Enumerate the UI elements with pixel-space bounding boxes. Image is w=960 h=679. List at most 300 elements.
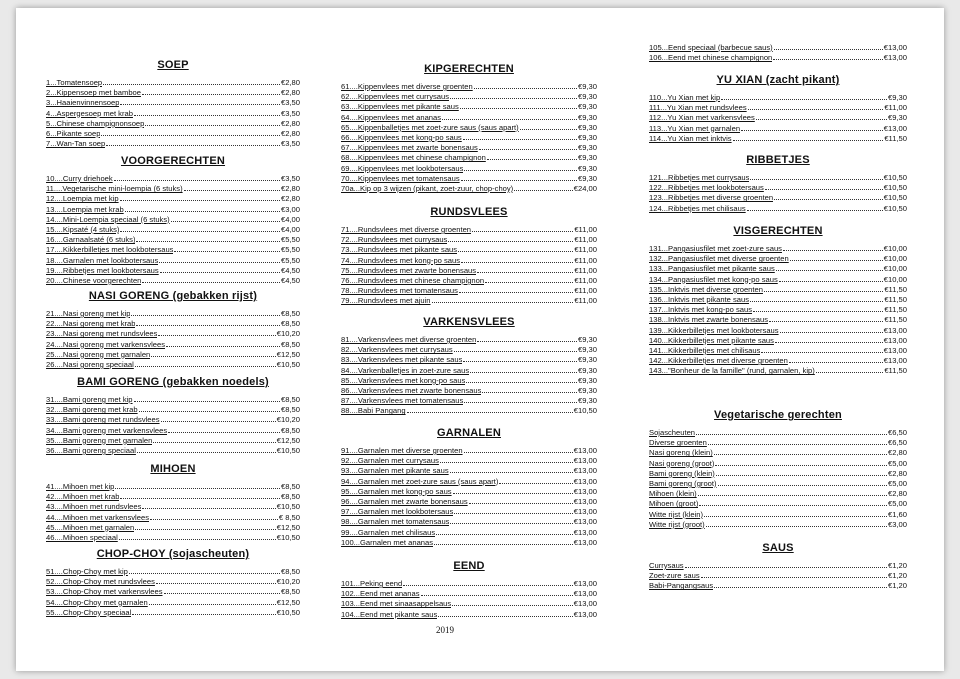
dot-leader [779,275,883,282]
menu-item-price: €13,00 [573,537,597,547]
menu-item-price: €10,00 [883,244,907,253]
menu-item-price: €1,60 [887,509,907,519]
dot-leader [129,567,280,574]
dot-leader [137,446,276,453]
menu-item [46,577,300,587]
menu-item-name: 24....Nasi goreng met varkensvlees [46,339,166,349]
menu-item-name: 78....Rundsvlees met tomatensaus [341,286,458,296]
menu-item-name: 114...Yu Xian met inktvis [649,133,732,143]
menu-item-name: 61....Kippenvlees met diverse groenten [341,82,473,91]
dot-leader [750,295,883,302]
menu-item-name: 44....Mihoen met varkensvlees [46,512,149,522]
menu-item-name: 51....Chop-Choy met kip [46,567,128,576]
menu-item [46,225,300,235]
menu-item-name: Nasi goreng (groot) [649,458,715,468]
menu-item-price: €10,50 [276,359,300,369]
menu-item-name: 20....Chinese voorgerechten [46,275,142,285]
menu-item-price: €2,80 [280,118,300,128]
menu-item-price: €4,00 [280,224,300,234]
menu-item-name: 97....Garnalen met lookbotersaus [341,507,454,517]
menu-item-price: €3,50 [280,108,300,118]
dot-leader [764,285,883,292]
menu-item-price: €5,00 [887,478,907,488]
dot-leader [153,436,275,443]
menu-item-name: 72....Rundsvlees met currysaus [341,235,448,245]
dot-leader [780,326,883,333]
menu-item [341,153,597,163]
menu-item-name: 124...Ribbetjes met chilisaus [649,203,746,213]
menu-item-price: €9,30 [577,102,597,112]
menu-item-price: €11,00 [884,103,907,113]
dot-leader [452,599,573,606]
menu-item-price: €11,50 [884,133,907,143]
dot-leader [741,124,883,131]
dot-leader [168,426,280,433]
menu-item-name: 105...Eend speciaal (barbecue saus) [649,43,773,52]
menu-item-name: 10....Curry driehoek [46,174,113,183]
menu-item-name: 1...Tomatensoep [46,78,103,87]
menu-item [46,523,300,533]
dot-leader [135,523,276,530]
menu-item-name: Bami goreng (klein) [649,468,715,478]
menu-item-name: Mihoen (groot) [649,499,699,509]
dot-leader [774,193,883,200]
dot-leader [464,446,573,453]
dot-leader [696,428,887,435]
dot-leader [158,329,275,336]
menu-item [341,487,597,497]
dot-leader [442,113,577,120]
menu-item [46,205,300,215]
dot-leader [769,315,883,322]
menu-section-voorgerechten [46,155,300,286]
menu-item [649,469,907,479]
menu-item-price: €2,80 [280,88,300,98]
menu-item [46,502,300,512]
menu-item-name: 98....Garnalen met tomatensaus [341,517,450,527]
menu-item [46,405,300,415]
dot-leader [469,497,573,504]
menu-item [649,356,907,366]
menu-section-nasi-goreng-gebakken-rijst [46,290,300,370]
dot-leader [150,513,278,520]
menu-section-eend [341,560,597,620]
menu-item-name: 74....Rundsvlees met kong-po saus [341,255,461,265]
menu-item-price: €10,50 [883,193,907,203]
menu-item [341,517,597,527]
menu-item-price: €9,30 [577,385,597,395]
menu-item-price: €2,80 [280,184,300,194]
menu-item-price: €9,30 [577,143,597,153]
menu-item-name: 87....Varkensvlees met tomatensaus [341,396,464,406]
dot-leader [721,93,887,100]
menu-item-price: €5,50 [280,235,300,245]
menu-item [46,78,300,88]
dot-leader [756,113,887,120]
section-title: NASI GORENG (gebakken rijst) [88,290,258,302]
menu-item [341,335,597,345]
menu-item [649,305,907,315]
menu-item-list [341,82,597,194]
dot-leader [715,459,887,466]
menu-item-price: €9,30 [577,122,597,132]
menu-item-name: 2...Kippensoep met bamboe [46,88,141,98]
dot-leader [136,319,280,326]
menu-item [46,174,300,184]
menu-item-name: 94....Garnalen met zoet-zure saus (saus apart) [341,476,499,486]
dot-leader [774,43,883,50]
dot-leader [790,254,883,261]
menu-item-name: 17....Kikkerbilletjes met lookbotersaus [46,245,174,255]
dot-leader [701,571,887,578]
menu-item-price: €10,50 [276,607,300,617]
dot-leader [145,119,280,126]
menu-item-name: 137...Inktvis met kong-po saus [649,305,752,315]
menu-item [46,598,300,608]
dot-leader [776,264,883,271]
dot-leader [482,386,577,393]
menu-item-name: Babi-Pangangsaus [649,581,714,591]
section-title: BAMI GORENG (gebakken noedels) [77,376,269,388]
menu-item-price: €9,30 [577,82,597,91]
menu-item-name: 42....Mihoen met krab [46,492,120,502]
menu-item-name: 69....Kippenvlees met lookbotersaus [341,163,464,173]
menu-item-name: 45....Mihoen met garnalen [46,522,135,532]
dot-leader [120,194,280,201]
menu-item-name: 84....Varkenballetjes in zoet-zure saus [341,365,470,375]
menu-item [341,225,597,235]
section-title: MIHOEN [150,463,196,475]
menu-item-price: €13,00 [883,356,907,366]
menu-item-list [649,428,907,530]
menu-item-name: Mihoen (klein) [649,489,697,499]
dot-leader [101,129,280,136]
menu-item-price: €11,50 [884,366,907,376]
menu-item [46,329,300,339]
menu-item [341,396,597,406]
menu-item [46,129,300,139]
menu-item [341,376,597,386]
section-title: SAUS [762,542,794,554]
dot-leader [156,577,276,584]
menu-item-price: €1,20 [887,571,907,581]
dot-leader [464,164,577,171]
menu-item [46,513,300,523]
section-title: RUNDSVLEES [430,206,508,218]
dot-leader [407,406,573,413]
menu-item-price: €3,50 [280,139,300,149]
dot-leader [463,355,577,362]
menu-item-list [341,335,597,417]
menu-item [341,610,597,620]
menu-item [341,133,597,143]
dot-leader [119,533,276,540]
dot-leader [477,335,577,342]
menu-item [649,124,907,134]
menu-item-name: Sojascheuten [649,428,696,437]
menu-item [649,489,907,499]
menu-item-price: €13,00 [573,599,597,609]
menu-item-price: €11,00 [574,296,597,306]
menu-item [46,119,300,129]
dot-leader [142,88,280,95]
menu-item-price: €10,50 [883,203,907,213]
menu-item [341,446,597,456]
menu-item-price: €11,00 [574,225,597,234]
dot-leader [149,598,276,605]
menu-item-price: €11,00 [574,255,597,265]
menu-item-price: €8,50 [280,395,300,404]
dot-leader [747,204,883,211]
menu-item [649,346,907,356]
menu-item [46,533,300,543]
menu-item-name: 135...Inktvis met diverse groenten [649,284,763,294]
dot-leader [699,499,887,506]
menu-item-price: €10,00 [883,274,907,284]
menu-item-price: €24,00 [573,183,597,193]
dot-leader [714,448,887,455]
menu-item [341,102,597,112]
dot-leader [514,184,573,191]
menu-item-name: 79....Rundsvlees met ajuin [341,296,431,306]
dot-leader [450,517,572,524]
menu-item-name: 70....Kippenvlees met tomatensaus [341,173,460,183]
menu-item-price: €8,50 [280,339,300,349]
menu-item [649,204,907,214]
menu-item-name: 96....Garnalen met zwarte bonensaus [341,496,468,506]
menu-item-price: €3,50 [280,98,300,108]
menu-item [341,355,597,365]
dot-leader [142,276,280,283]
dot-leader [765,183,883,190]
menu-item [46,415,300,425]
menu-item-name: 113...Yu Xian met garnalen [649,123,741,133]
menu-section-soep [46,59,300,149]
menu-item [341,579,597,589]
menu-item [46,88,300,98]
menu-item-price: €2,80 [887,489,907,499]
menu-item-price: €13,00 [573,446,597,455]
menu-item [341,456,597,466]
menu-item-name: 53....Chop-Choy met varkensvlees [46,587,163,597]
menu-item-name: 143..."Bonheur de la famille" (rund, garnalen, kip) [649,366,815,376]
menu-page [16,8,944,671]
dot-leader [125,205,280,212]
menu-item-price: €13,00 [573,486,597,496]
menu-item-price: €1,20 [887,581,907,591]
dot-leader [461,174,577,181]
menu-item-list [46,395,300,456]
menu-item-price: €10,00 [883,254,907,264]
menu-item-price: €11,50 [884,294,907,304]
menu-item-name: 101...Peking eend [341,579,403,588]
menu-item-list [341,579,597,620]
menu-item-name: 131...Pangasiusfilet met zoet-zure saus [649,244,782,253]
menu-item-name: 26....Nasi goreng speciaal [46,359,134,369]
menu-item-name: 110...Yu Xian met kip [649,93,721,102]
menu-item-price: €10,00 [883,264,907,274]
menu-item-price: €9,30 [887,113,907,123]
menu-item [341,497,597,507]
menu-item-price: €5,00 [887,499,907,509]
menu-item-price: €10,20 [276,329,300,339]
menu-section-mihoen [46,463,300,543]
menu-item-price: €13,00 [883,53,907,63]
menu-item-price: €11,50 [884,305,907,315]
menu-item [341,466,597,476]
menu-item-price: €9,30 [577,173,597,183]
menu-item [46,276,300,286]
dot-leader [164,587,280,594]
menu-item-name: 64....Kippenvlees met ananas [341,112,442,122]
menu-item-price: €10,50 [883,173,907,182]
dot-leader [472,225,573,232]
dot-leader [485,276,573,283]
section-title: SOEP [157,59,189,71]
menu-item-list [649,173,907,214]
menu-item-price: €9,30 [577,112,597,122]
menu-item-price: €12,50 [276,435,300,445]
menu-item-name: 33....Bami goreng met rundsvlees [46,415,160,425]
menu-item-name: Bami goreng (groot) [649,478,717,488]
menu-item-price: €10,50 [573,406,597,416]
dot-leader [520,123,577,130]
menu-item [649,459,907,469]
menu-item-name: 141...Kikkerbilletjes met chilisaus [649,345,761,355]
dot-leader [142,502,275,509]
dot-leader [499,477,572,484]
menu-item-price: €9,30 [577,163,597,173]
menu-item-name: 62....Kippenvlees met currysaus [341,92,450,102]
menu-item-name: 67....Kippenvlees met zwarte bonensaus [341,143,478,153]
dot-leader [438,610,573,617]
menu-item-price: €10,50 [883,183,907,193]
menu-item-name: Currysaus [649,561,684,570]
dot-leader [174,245,280,252]
dot-leader [139,405,280,412]
menu-item [649,275,907,285]
menu-item-name: Witte rijst (groot) [649,519,705,529]
menu-item-price: €13,00 [573,609,597,619]
menu-item-name: 52....Chop-Choy met rundsvlees [46,577,155,587]
menu-item-name: 18....Garnalen met lookbotersaus [46,255,159,265]
menu-item-name: 12....Loempia met kip [46,194,119,204]
menu-item-price: €10,20 [276,577,300,587]
menu-item-name: 85....Varkensvlees met kong-po saus [341,375,466,385]
dot-leader [171,215,280,222]
menu-item-name: 142...Kikkerbilletjes met diverse groenten [649,356,788,366]
menu-item-price: €8,50 [280,319,300,329]
menu-item [341,599,597,609]
menu-item [649,103,907,113]
menu-item [341,589,597,599]
menu-item-name: 22....Nasi goreng met krab [46,319,136,329]
menu-item [46,309,300,319]
menu-section-bami-goreng-gebakken-noedels [46,376,300,456]
dot-leader [120,98,280,105]
menu-item-price: €6,50 [887,438,907,448]
menu-item-name: 106...Eend met chinese champignon [649,53,773,63]
dot-leader [421,589,573,596]
menu-item-name: 19....Ribbetjes met lookbotersaus [46,265,159,275]
menu-item-price: €2,80 [887,448,907,458]
menu-item [341,296,597,306]
dot-leader [440,456,573,463]
menu-item [649,510,907,520]
menu-item-price: €11,00 [574,245,597,255]
dot-leader [718,479,887,486]
menu-item [46,109,300,119]
menu-item [46,319,300,329]
menu-item-price: €8,50 [280,309,300,318]
menu-item-name: 65....Kippenballetjes met zoet-zure saus (saus apart) [341,122,519,132]
menu-item-list [649,43,907,63]
dot-leader [114,174,280,181]
section-title: GARNALEN [437,427,501,439]
menu-item-name: Witte rijst (klein) [649,509,704,519]
menu-item [341,286,597,296]
dot-leader [450,466,573,473]
section-title: CHOP-CHOY (sojascheuten) [96,548,250,560]
menu-item-list [46,482,300,543]
dot-leader [487,153,577,160]
menu-item [341,113,597,123]
menu-item-name: 16....Garnaalsaté (6 stuks) [46,235,136,245]
menu-item-name: 92....Garnalen met currysaus [341,456,439,466]
menu-item-name: 70a...Kip op 3 wijzen (pikant, zoet-zuur, chop-choy) [341,183,514,193]
menu-item-name: 134...Pangasiusfilet met kong-po saus [649,274,778,284]
menu-item-name: 140...Kikkerbilletjes met pikante saus [649,335,774,345]
menu-item [649,366,907,376]
menu-item-name: 136...Inktvis met pikante saus [649,294,750,304]
menu-item [46,587,300,597]
menu-item-price: €13,00 [573,466,597,476]
menu-item-name: 32....Bami goreng met krab [46,405,138,415]
menu-item [46,350,300,360]
menu-item-price: €10,50 [276,502,300,512]
menu-item-list [46,78,300,149]
menu-item [46,360,300,370]
dot-leader [706,520,887,527]
menu-item [46,492,300,502]
menu-item-price: €13,00 [573,456,597,466]
menu-item-price: €13,00 [883,43,907,52]
dot-leader [120,492,280,499]
menu-item-name: 4...Aspergesoep met krab [46,108,133,118]
menu-item-name: 123...Ribbetjes met diverse groenten [649,193,774,203]
menu-item-price: €11,00 [574,275,597,285]
menu-item [341,276,597,286]
menu-item-price: €9,30 [577,365,597,375]
menu-item [341,143,597,153]
dot-leader [136,235,280,242]
menu-item [649,285,907,295]
dot-leader [463,133,577,140]
menu-item-price: €9,30 [577,396,597,406]
menu-item-list [341,225,597,307]
menu-item-price: €2,80 [280,194,300,204]
menu-item-list [341,446,597,548]
menu-item [649,173,907,183]
menu-item-name: 139...Kikkerbilletjes met lookbotersaus [649,325,779,335]
dot-leader [685,561,887,568]
menu-item-list [649,561,907,592]
dot-leader [466,376,577,383]
menu-item [341,528,597,538]
menu-item-name: 133...Pangasiusfilet met pikante saus [649,264,775,274]
dot-leader [748,103,884,110]
menu-item [649,113,907,123]
